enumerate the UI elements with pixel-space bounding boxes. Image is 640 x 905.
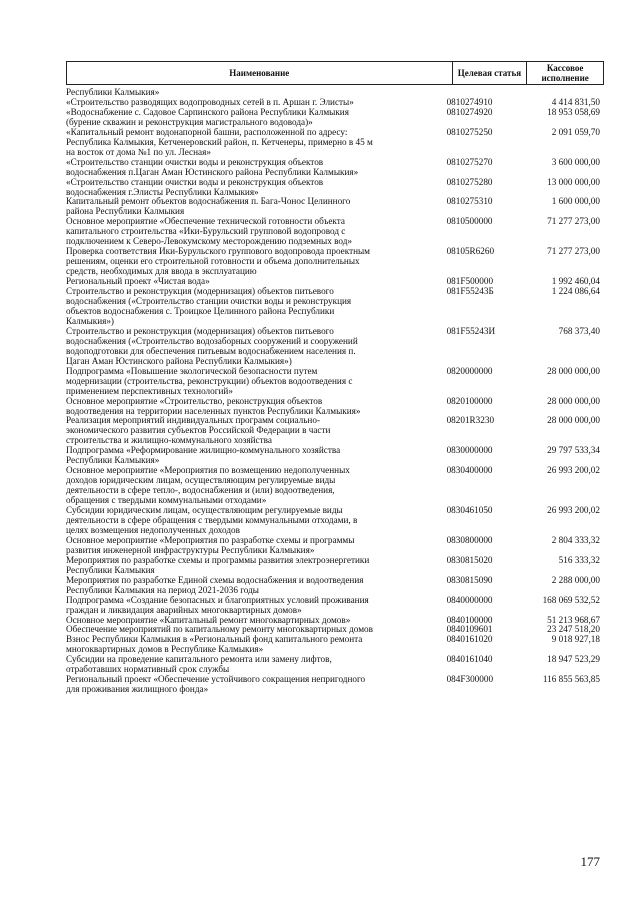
row-code: 0810275250 (446, 126, 493, 137)
table-row (66, 576, 604, 596)
row-amount: 1 992 460,04 (551, 276, 600, 287)
row-amount: 4 414 831,50 (551, 96, 600, 107)
column-header-name: Наименование (67, 62, 453, 85)
row-name-line: Республики Калмыкия» (66, 455, 160, 466)
table-row (66, 217, 604, 247)
row-name-line: «Водоснабжение с. Садовое Сарпинского района Республики Калмыкия (66, 106, 349, 117)
row-name-line: водоснабжения г.Элисты Республики Калмыкия» (66, 186, 259, 197)
row-name-line: подключением к Северо-Левокумскому месторождению подземных вод» (66, 236, 352, 247)
row-name-line: Проверка соответствия Ики-Бурульского группового водопровода проектным (66, 246, 370, 257)
row-code: 0810500000 (446, 216, 493, 227)
row-name (66, 536, 439, 556)
row-name-line: «Строительство разводящих водопроводных сетей в п. Аршан г. Элисты» (66, 96, 354, 107)
row-code: 0810275310 (446, 196, 493, 207)
row-name-line: Субсидии юридическим лицам, осуществляющим регулируемые виды (66, 505, 343, 516)
row-name-line: Мероприятия по разработке Единой схемы водоснабжения и водоотведения (66, 574, 364, 585)
row-name-line: целях возмещения недополученных доходов (66, 524, 240, 535)
row-amount: 26 993 200,02 (547, 505, 600, 516)
row-name (66, 178, 439, 198)
row-amount: 2 804 333,32 (551, 534, 600, 545)
column-header-amount: Кассовое исполнение (527, 62, 604, 85)
table-row (66, 536, 604, 556)
row-name-line: водоснабжения («Строительство водозаборных сооружений и сооружений (66, 335, 358, 346)
row-name-line: Цаган Аман Юстинского района Республики Калмыкия») (66, 355, 292, 366)
row-amount: 29 797 533,34 (547, 445, 600, 456)
row-code: 0830800000 (446, 534, 493, 545)
row-name-line: Основное мероприятие «Мероприятия по возмещению недополученных (66, 465, 350, 476)
table-header (66, 61, 604, 85)
row-name-line: применением перспективных технологий» (66, 385, 233, 396)
row-code: 08201R3230 (446, 415, 495, 426)
table-row (66, 397, 604, 417)
row-name-line: граждан и ликвидация аварийных многоквартирных домов» (66, 604, 302, 615)
row-name-line: Калмыкия») (66, 315, 114, 326)
row-code: 0810275270 (446, 156, 493, 167)
row-name-line: многоквартирных домов в Республике Калмыкия» (66, 644, 264, 655)
row-name-line: строительства и жилищно-коммунального хозяйства (66, 435, 272, 446)
row-name-line: Подпрограмма «Создание безопасных и благоприятных условий проживания (66, 594, 369, 605)
row-name-line: Республики Калмыкия» (66, 87, 160, 97)
row-name-line: Строительство и реконструкция (модернизация) объектов питьевого (66, 325, 334, 336)
row-name (66, 108, 439, 128)
row-amount: 768 373,40 (558, 325, 600, 336)
row-name-line: (бурение скважин и реконструкция магистрального водовода)» (66, 116, 313, 127)
row-code: 084F300000 (446, 674, 494, 685)
row-amount: 116 855 563,85 (542, 674, 600, 685)
row-amount: 13 000 000,00 (547, 176, 600, 187)
row-amount: 26 993 200,02 (547, 465, 600, 476)
column-header-code: Целевая статья (452, 62, 527, 85)
row-name-line: средств, необходимых для ввода в эксплуатацию (66, 266, 257, 277)
row-code: 0840161020 (446, 634, 493, 645)
row-name-line: Мероприятия по разработке схемы и программы развития электроэнергетики (66, 554, 370, 565)
row-name-line: Субсидии на проведение капитального ремонта или замену лифтов, (66, 654, 332, 665)
row-name-line: Реализация мероприятий индивидуальных программ социально- (66, 415, 320, 426)
row-name-line: «Капитальный ремонт водонапорной башни, расположенной по адресу: (66, 126, 348, 137)
row-name-line: капитального строительства «Ики-Бурульский групповой водопровод с (66, 226, 346, 237)
row-name (66, 397, 439, 417)
row-amount: 71 277 273,00 (547, 246, 600, 257)
table-row (66, 506, 604, 536)
table-row (66, 416, 604, 446)
row-name-line: водоснабжения п.Цаган Аман Юстинского района Республики Калмыкия» (66, 166, 359, 177)
row-code: 0840109601 (446, 624, 493, 635)
row-amount: 28 000 000,00 (547, 415, 600, 426)
row-code: 0840161040 (446, 654, 493, 665)
row-amount: 18 947 523,29 (547, 654, 600, 665)
table-row (66, 108, 604, 128)
row-code: 08105R6260 (446, 246, 495, 257)
row-name-line: Взнос Республики Калмыкия в «Региональный фонд капитального ремонта (66, 634, 363, 645)
row-name (66, 446, 439, 466)
table-row (66, 596, 604, 616)
row-name-line: Основное мероприятие «Строительство, реконструкция объектов (66, 395, 323, 406)
table-row (66, 287, 604, 327)
row-name-line: Региональный проект «Обеспечение устойчивого сокращения непригодного (66, 674, 366, 685)
row-code: 081F55243И (446, 325, 496, 336)
row-name-line: деятельности в сфере обращения с твердыми коммунальными отходами, в (66, 514, 358, 525)
row-name-line: Капитальный ремонт объектов водоснабжения п. Бага-Чонос Целинного (66, 196, 351, 207)
row-name-line: района Республики Калмыкия (66, 206, 185, 217)
row-name-line: модернизации (строительства, реконструкции) объектов водоотведения с (66, 375, 353, 386)
row-name-line: решениям, оценки его строительной готовности и объема дополнительных (66, 256, 360, 267)
row-code: 0840000000 (446, 594, 493, 605)
row-amount: 9 018 927,18 (551, 634, 600, 645)
row-name (66, 556, 439, 576)
row-name (66, 466, 439, 506)
row-name-line: Республики Калмыкия на период 2021-2036 годы (66, 584, 259, 595)
row-name (66, 217, 439, 247)
row-name (66, 287, 439, 327)
page-number: 177 (580, 854, 600, 869)
row-name (66, 416, 439, 446)
row-name (66, 197, 439, 217)
row-amount: 71 277 273,00 (547, 216, 600, 227)
row-name-line: отработавших нормативный срок службы (66, 664, 230, 675)
row-name-line: Подпрограмма «Реформирование жилищно-коммунального хозяйства (66, 445, 341, 456)
row-code: 0830815020 (446, 554, 493, 565)
row-code: 0810275280 (446, 176, 493, 187)
row-name (66, 655, 439, 675)
row-name (66, 158, 439, 178)
row-amount: 28 000 000,00 (547, 365, 600, 376)
row-code: 0810274910 (446, 96, 493, 107)
row-name (66, 576, 439, 596)
row-code: 0810274920 (446, 106, 493, 117)
row-name-line: водоснабжения («Строительство станции очистки воды и реконструкция (66, 296, 352, 307)
row-name-line: деятельности в сфере тепло-, водоснабжения и (или) водоотведения, (66, 485, 335, 496)
row-amount: 28 000 000,00 (547, 395, 600, 406)
row-name (66, 596, 439, 616)
row-name (66, 128, 439, 158)
row-amount: 168 069 532,52 (542, 594, 600, 605)
row-amount: 3 600 000,00 (551, 156, 600, 167)
table-row (66, 327, 604, 367)
row-code: 081F55243Б (446, 286, 494, 297)
table-row (66, 446, 604, 466)
row-name-line: Строительство и реконструкция (модернизация) объектов питьевого (66, 286, 334, 297)
row-amount: 2 091 059,70 (551, 126, 600, 137)
row-code: 0840100000 (446, 614, 493, 625)
table-row (66, 655, 604, 675)
table-row (66, 367, 604, 397)
row-name (66, 367, 439, 397)
row-name-line: водоотведения на территории населенных пунктов Республики Калмыкия» (66, 405, 361, 416)
row-name-line: Основное мероприятие «Обеспечение технической готовности объекта (66, 216, 345, 227)
table-row (66, 178, 604, 198)
row-name-line: доходов юридическим лицам, осуществляющим регулируемые виды (66, 475, 336, 486)
row-name-line: для проживания жилищного фонда» (66, 684, 209, 695)
row-amount: 23 247 518,20 (547, 624, 600, 635)
row-name-line: Республика Калмыкия, Кетченеровский район, п. Кетченеры, примерно в 45 м (66, 136, 373, 147)
row-name (66, 327, 439, 367)
row-code: 0820100000 (446, 395, 493, 406)
row-code: 0830000000 (446, 445, 493, 456)
row-name-line: на восток от дома №1 по ул. Лесная» (66, 146, 211, 157)
row-amount: 1 600 000,00 (551, 196, 600, 207)
row-amount: 2 288 000,00 (551, 574, 600, 585)
row-name-line: Основное мероприятие «Капитальный ремонт многоквартирных домов» (66, 614, 351, 625)
row-name (66, 635, 439, 655)
row-name-line: экономического развития субъектов Российской Федерации в части (66, 425, 331, 436)
row-code: 0830400000 (446, 465, 493, 476)
row-name-line: Региональный проект «Чистая вода» (66, 276, 210, 287)
row-name-line: объектов водоснабжения с. Троицкое Целинного района Республики (66, 305, 335, 316)
row-name-line: «Строительство станции очистки воды и реконструкция объектов (66, 176, 324, 187)
row-name-line: Подпрограмма «Повышение экологической безопасности путем (66, 365, 318, 376)
row-code: 0830815090 (446, 574, 493, 585)
row-code: 0830461050 (446, 505, 493, 516)
table-row (66, 675, 604, 695)
table-row (66, 197, 604, 217)
row-name-line: обращения с твердыми коммунальными отходами» (66, 495, 267, 506)
row-code: 081F500000 (446, 276, 494, 287)
table-row (66, 247, 604, 277)
row-code: 0820000000 (446, 365, 493, 376)
row-name (66, 675, 439, 695)
row-amount: 51 213 968,67 (547, 614, 600, 625)
row-name-line: Основное мероприятие «Мероприятия по разработке схемы и программы (66, 534, 355, 545)
row-amount: 18 953 058,69 (547, 106, 600, 117)
table-row (66, 128, 604, 158)
row-name-line: Республики Калмыкия (66, 564, 155, 575)
row-amount: 1 224 086,64 (551, 286, 600, 297)
row-name (66, 506, 439, 536)
table-row (66, 158, 604, 178)
row-name-line: водоподготовки для обеспечения питьевым водоснабжением населения п. (66, 345, 356, 356)
row-amount: 516 333,32 (558, 554, 600, 565)
table-row (66, 466, 604, 506)
row-name-line: развития инженерной инфраструктуры Республики Калмыкия» (66, 544, 315, 555)
row-name (66, 247, 439, 277)
table-body (66, 88, 604, 695)
row-name-line: «Строительство станции очистки воды и реконструкция объектов (66, 156, 324, 167)
table-row (66, 635, 604, 655)
row-name-line: Обеспечение мероприятий по капитальному ремонту многоквартирных домов (66, 624, 373, 635)
table-row (66, 556, 604, 576)
